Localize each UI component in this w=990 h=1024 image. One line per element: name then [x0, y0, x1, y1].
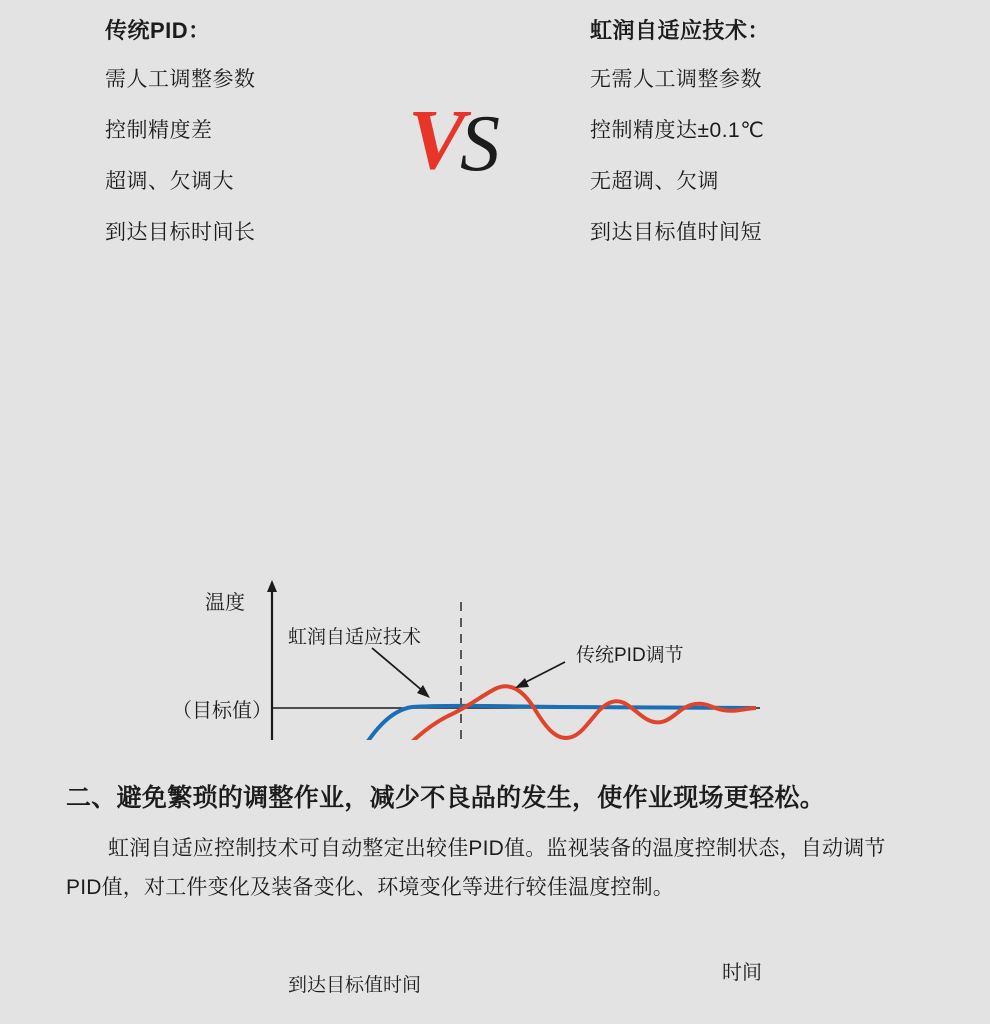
- chart-annotation-traditional-pid: 传统PID调节: [576, 645, 684, 666]
- chart-series-hongrun-adaptive: [272, 706, 756, 740]
- list-item: 到达目标时间长: [105, 221, 256, 244]
- list-item: 到达目标值时间短: [590, 221, 762, 244]
- chart-target-value-label: （目标值）: [172, 700, 272, 722]
- section-paragraph: 虹润自适应控制技术可自动整定出较佳PID值。监视装备的温度控制状态，自动调节PID值，对工件变化及装备变化、环境变化等进行较佳温度控制。: [66, 837, 886, 900]
- chart-duration-label: 到达目标值时间: [288, 975, 422, 996]
- list-item: 无超调、欠调: [590, 170, 719, 193]
- list-item: 需人工调整参数: [105, 68, 256, 91]
- annotation-leader-adaptive: [372, 648, 424, 692]
- section-heading: 二、避免繁琐的调整作业，减少不良品的发生，使作业现场更轻松。: [66, 784, 826, 812]
- list-item: 无需人工调整参数: [590, 68, 762, 91]
- annotation-arrowhead-pid: [515, 678, 529, 688]
- svg-text:V: V: [408, 98, 466, 187]
- chart-series-traditional-pid: [272, 686, 756, 740]
- chart-x-axis-label: 时间: [722, 962, 762, 984]
- comparison-column-traditional-pid: [105, 14, 385, 273]
- vs-badge: [408, 98, 538, 188]
- chart-y-axis-label: 温度: [205, 592, 245, 614]
- svg-text:S: S: [460, 100, 500, 188]
- column-title-hongrun-adaptive: 虹润自适应技术：: [590, 18, 771, 43]
- list-item: 控制精度达±0.1℃: [590, 119, 765, 142]
- column-title-traditional-pid: 传统PID：: [105, 18, 211, 43]
- list-item: 控制精度差: [105, 119, 213, 142]
- bottom-text-section: [0, 780, 990, 908]
- chart-annotation-hongrun-adaptive: 虹润自适应技术: [288, 627, 422, 648]
- chart-y-axis-arrow: [267, 580, 277, 592]
- comparison-column-hongrun-adaptive: [590, 14, 910, 273]
- list-item: 超调、欠调大: [105, 170, 234, 193]
- comparison-section: [0, 0, 990, 270]
- annotation-leader-pid: [522, 662, 565, 684]
